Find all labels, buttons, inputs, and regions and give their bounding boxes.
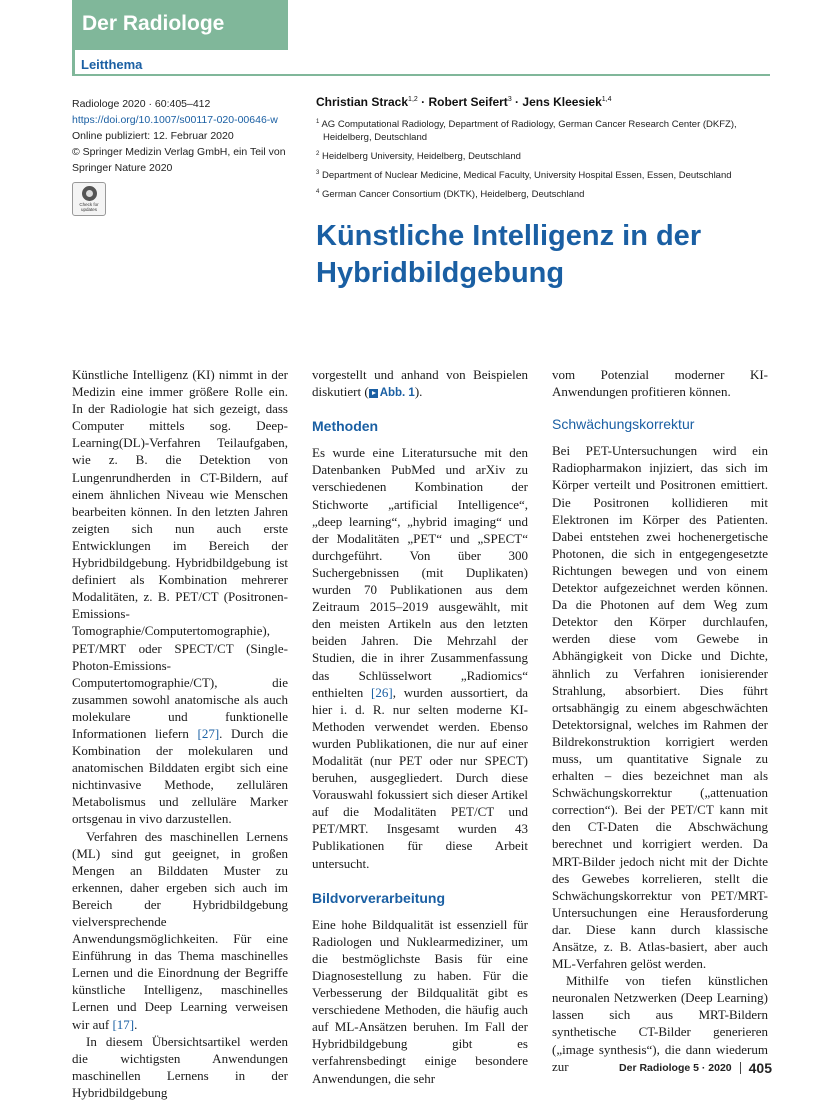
figure-ref[interactable] xyxy=(369,387,415,399)
text-run: vorgestellt und anhand von Beispielen diskutiert ( xyxy=(312,367,528,400)
check-updates-icon xyxy=(82,186,97,201)
figure-arrow-icon xyxy=(369,389,378,398)
doi-link[interactable]: https://doi.org/10.1007/s00117-020-00646-w xyxy=(72,114,278,126)
author-affil-num: 3 xyxy=(507,96,512,103)
author-affil-num: 1,4 xyxy=(601,96,612,103)
author-list xyxy=(316,95,612,109)
affiliation-num: 2 xyxy=(316,151,320,158)
affiliation xyxy=(316,116,776,144)
journal-name: Der Radiologe xyxy=(82,12,225,35)
affiliation-text: Heidelberg University, Heidelberg, Deutschland xyxy=(321,151,521,163)
figure-ref-label: Abb. 1 xyxy=(379,387,415,400)
page-footer xyxy=(619,1060,772,1076)
text-run: Es wurde eine Literatursuche mit den Datenbanken PubMed und arXiv zu verschiedenen Kombination der Stichworte „artificial Intelligence“, „deep learning“, „hybrid imaging“ und der Modalitäten „PET“ und „SPECT“ durchgeführt. Von über 300 Suchergebnissen (mit Duplikaten) wurden 70 Publikationen aus dem Zeitraum 2015–2019 ausgewählt, mit den meisten Artikeln aus den letzten beiden Jahren. Die Mehrzahl der Studien, die in ihrer Zusammenfassung das Schlüsselwort „Radiomics“ enthielten xyxy=(312,445,528,700)
text-run: ). xyxy=(414,384,423,400)
paragraph: Bei PET-Untersuchungen wird ein Radiopharmakon injiziert, das sich im Körper verteilt und Positronen emittiert. Die Positronen kollidieren mit Elektronen im Körper des Patienten. Dabei entstehen zwei hochenergetische Photonen, die sich in entgegengesetzte Richtungen bewegen und von einem Detektor aufgezeichnet werden können. Da die Photonen auf dem Weg zum Detektor den Körper durchlaufen, werden diese vom Gewebe in Abhängigkeit von Dicke und Dichte, ähnlich zu Verfahren ionisierender Strahlung, absorbiert. Dies führt ortsabhängig zu einem abgeschwächten Detektorsignal, welches im Rahmen der Bildrekonstruktion korrigiert werden muss, um quantitative Signale zu erhalten – dies bezeichnet man als Schwächungskorrektur („attenuation correction“). Bei der PET/CT kann mit den CT-Daten die Abschwächung berechnet und korrigiert werden. Da MRT-Bilder jedoch nicht mit der Dichte des Gewebes korrelieren, stellt die Schwächungskorrektur von PET/MRT-Untersuchungen eine Herausforderung dar. Diese kann durch klassische Ansätze, z. B. Atlas-basiert, aber auch ML-Verfahren gelöst werden. xyxy=(552,443,768,972)
paragraph xyxy=(312,366,528,402)
paragraph: Eine hohe Bildqualität ist essenziell für Radiologen und Nuklearmediziner, um die bestmöglichste Basis für eine Diagnosestellung zu haben. Für die Verbesserung der Bildqualität gibt es verschiedene Methoden, die häufig auch auf ML-Ansätzen beruhen. Im Fall der Hybridbildgebung gibt es verfahrensbedingt einige besondere Anwendungen, die sehr xyxy=(312,916,528,1086)
check-updates-label: Check for updates xyxy=(79,202,99,212)
text-run: . Durch die Kombination der molekularen und anatomischen Bilddaten ergibt sich eine nichtinvasive Methode, zellulären Metabolismus und zelluläre Marker ortsgenau in vivo darzustellen. xyxy=(72,725,288,827)
citation-ref[interactable]: [26] xyxy=(371,684,393,700)
body-column-1 xyxy=(72,366,288,1101)
text-run: . xyxy=(134,1016,138,1032)
author-name: Christian Strack xyxy=(316,95,409,109)
affiliation-list xyxy=(316,116,776,206)
affiliation-num: 1 xyxy=(316,119,320,125)
affiliation xyxy=(316,148,776,163)
footer-journal-issue: Der Radiologe 5 · 2020 xyxy=(619,1062,741,1074)
article-meta xyxy=(72,96,312,176)
section-heading-methoden: Methoden xyxy=(312,418,379,435)
affiliation-text: AG Computational Radiology, Department of Radiology, German Cancer Research Center (DKFZ), Heidelberg, Deutschland xyxy=(321,119,737,144)
affiliation-text: Department of Nuclear Medicine, Medical Faculty, University Hospital Essen, Essen, Deutschland xyxy=(321,170,732,182)
author-affil-num: 1,2 xyxy=(408,96,418,103)
body-column-3 xyxy=(552,366,768,1075)
citation-ref[interactable]: [27] xyxy=(197,725,220,741)
section-heading-bildvorverarbeitung: Bildvorverarbeitung xyxy=(312,889,446,906)
journal-banner xyxy=(72,0,288,50)
text-run: , wurden aussortiert, da hier i. d. R. nur selten moderne KI-Methoden verwendet werden. Ebenso wurden Publikationen, die nur auf einer Modalität (nur PET oder nur SPECT) beruhen, ausgegliedert. Durch diese Vorauswahl fokussiert sich dieser Artikel auf die Modalitäten PET/CT und PET/MRT. Insgesamt wurden 43 Publikationen für diese Arbeit untersucht. xyxy=(312,684,528,871)
article-title: Künstliche Intelligenz in der Hybridbildgebung xyxy=(316,220,702,289)
paragraph xyxy=(312,444,528,871)
text-run: Verfahren des maschinellen Lernens (ML) sind gut geeignet, in großen Mengen an Bilddaten Muster zu erkennen, daher ergeben sich auch im Bereich der Hybridbildgebung vielversprechende Anwendungsmöglichkeiten. Für eine Einführung in das Thema maschinelles Lernen und die Einordnung der Begriffe künstliche Intelligenz, maschinelles Lernen und Deep Learning verweisen wir auf xyxy=(72,828,288,1032)
affiliation xyxy=(316,167,776,182)
paragraph: vom Potenzial moderner KI-Anwendungen profitieren können. xyxy=(552,367,768,400)
paragraph: Mithilfe von tiefen künstlichen neuronalen Netzwerken (Deep Learning) lassen sich aus MRT-Bildern synthetische CT-Bilder generieren („image synthesis“), die dann wiederum zur xyxy=(552,973,768,1074)
check-for-updates-badge[interactable] xyxy=(72,182,106,216)
text-run: Künstliche Intelligenz (KI) nimmt in der Medizin eine immer größere Rolle ein. In der Radiologie hat sich gezeigt, dass Computer mittels sog. Deep-Learning(DL)-Verfahren Teilaufgaben, wie z. B. die Detektion von Lungenrundherden in CT-Bildern, auf einem ähnlichen Niveau wie Menschen bearbeiten können. In den letzten Jahren zeigten sich nun auch erste Entwicklungen im Bereich der Hybridbildgebung. Hybridbildgebung ist definiert als Kombination mehrerer Modalitäten, z. B. PET/CT (Positronen-Emissions-Tomographie/Computertomographie), PET/MRT oder SPECT/CT (Single-Photon-Emissions-Computertomographie/CT), die zusammen sowohl anatomische als auch molekulare und funktionelle Informationen liefern xyxy=(72,367,288,741)
affiliation xyxy=(316,186,776,201)
page-number: 405 xyxy=(748,1060,772,1076)
rubric-bar xyxy=(72,50,770,76)
author-separator: · xyxy=(417,95,429,109)
paragraph xyxy=(72,828,288,1033)
author-name: Jens Kleesiek xyxy=(522,95,602,109)
copyright: © Springer Medizin Verlag GmbH, ein Teil von Springer Nature 2020 xyxy=(72,146,286,174)
affiliation-text: German Cancer Consortium (DKTK), Heidelberg, Deutschland xyxy=(321,189,585,201)
body-column-2 xyxy=(312,366,528,1087)
published-date: Online publiziert: 12. Februar 2020 xyxy=(72,130,234,142)
citation-ref[interactable]: [17] xyxy=(112,1016,135,1032)
citation: Radiologe 2020 · 60:405–412 xyxy=(72,98,211,110)
affiliation-num: 4 xyxy=(316,189,320,196)
author-name: Robert Seifert xyxy=(428,95,508,109)
paragraph xyxy=(72,366,288,828)
author-separator: · xyxy=(511,95,523,109)
paragraph: In diesem Übersichtsartikel werden die wichtigsten Anwendungen maschinellen Lernens in der Hybridbildgebung xyxy=(72,1033,288,1100)
affiliation-num: 3 xyxy=(316,170,320,177)
section-heading-schwaechungskorrektur: Schwächungskorrektur xyxy=(552,416,695,433)
rubric-label: Leitthema xyxy=(81,57,143,72)
